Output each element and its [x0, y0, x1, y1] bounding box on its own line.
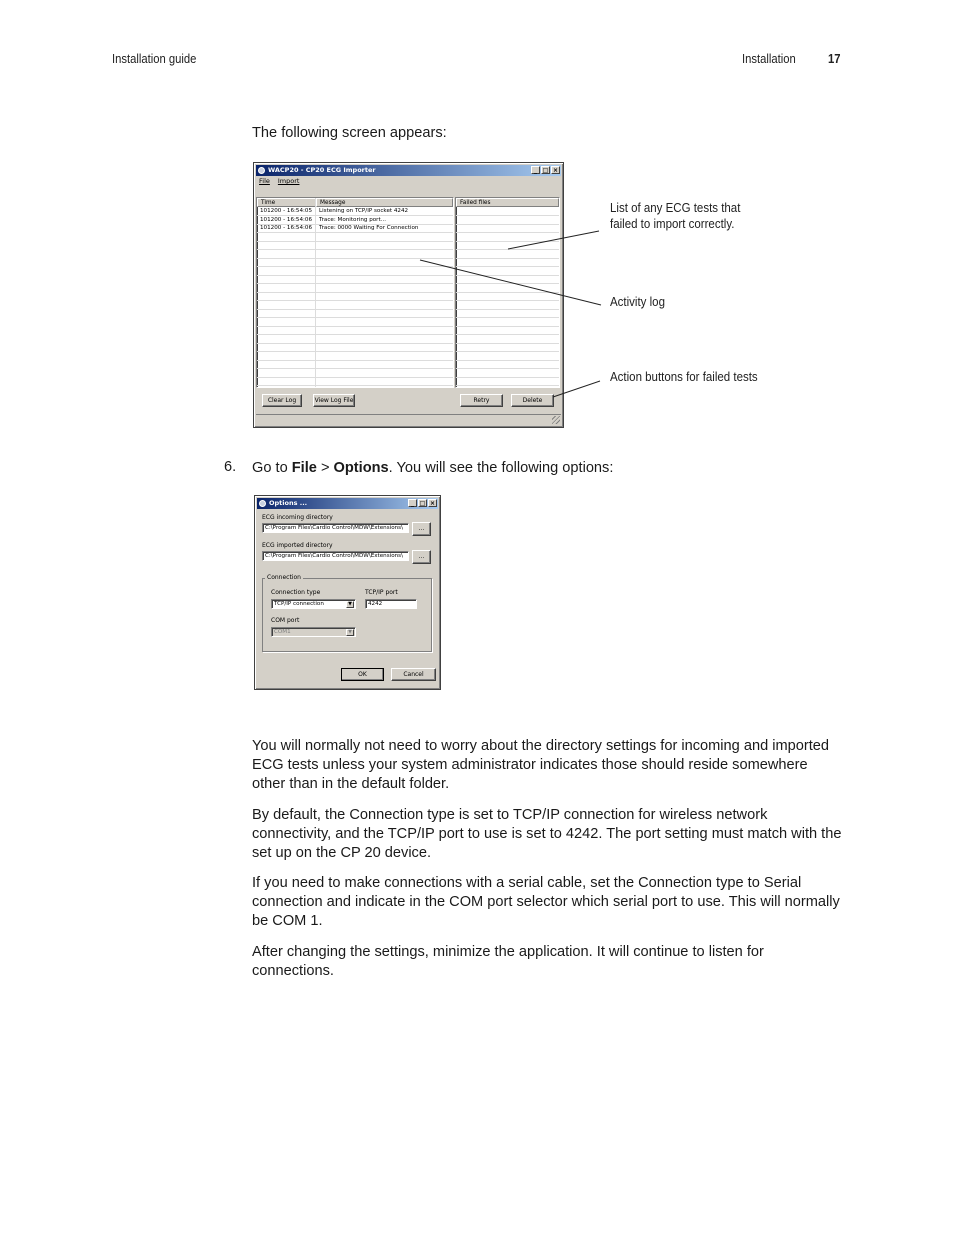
running-header-left: Installation guide — [112, 52, 197, 66]
column-message[interactable]: Message — [316, 198, 453, 207]
maximize-button[interactable]: □ — [542, 167, 549, 174]
log-message: Trace: 0000 Waiting For Connection — [319, 225, 419, 231]
incoming-browse-button[interactable]: ... — [412, 522, 431, 536]
options-dialog — [254, 495, 441, 690]
paragraph-default-connection: By default, the Connection type is set to TCP/IP connection for wireless network connectivity, and the TCP/IP port to use is set to 4242. The port setting must match with the set up on the CP 20 device. — [252, 807, 842, 861]
column-failed-files[interactable]: Failed files — [456, 198, 559, 207]
ok-button[interactable]: OK — [341, 668, 384, 681]
callout-action-buttons: Action buttons for failed tests — [610, 370, 758, 384]
options-maximize-button[interactable]: □ — [419, 500, 426, 507]
cancel-button[interactable]: Cancel — [391, 668, 436, 681]
connection-group-label: Connection — [267, 574, 301, 581]
com-port-label: COM port — [271, 617, 300, 624]
tcpip-port-input[interactable]: 4242 — [365, 599, 417, 609]
leader-action-buttons — [553, 381, 600, 397]
connection-type-label: Connection type — [271, 589, 321, 596]
imported-directory-label: ECG imported directory — [262, 542, 333, 549]
com-port-value: COM1 — [274, 629, 291, 635]
chevron-down-icon[interactable]: ▼ — [346, 601, 354, 608]
callout-activity-log: Activity log — [610, 295, 665, 309]
view-log-file-button[interactable]: View Log File — [313, 394, 355, 407]
step6-file: File — [291, 460, 317, 476]
connection-type-value: TCP/IP connection — [274, 601, 324, 607]
options-minimize-button[interactable]: _ — [408, 499, 417, 507]
paragraph-serial-cable: If you need to make connections with a serial cable, set the Connection type to Serial connection and indicate in the COM port selector which serial port to use. This will normally be COM 1. — [252, 875, 840, 929]
chevron-down-icon[interactable]: ▼ — [346, 629, 354, 636]
callout-failed-line2: failed to import correctly. — [610, 217, 735, 231]
log-message: Trace: Monitoring port... — [319, 216, 386, 223]
leader-failed-list — [508, 231, 599, 249]
tcpip-port-label: TCP/IP port — [365, 589, 398, 596]
delete-button[interactable]: Delete — [511, 394, 554, 407]
callout-failed-list — [610, 200, 740, 232]
running-header-section: Installation — [742, 52, 796, 66]
menu-file[interactable]: File — [259, 177, 270, 185]
com-port-select[interactable] — [271, 627, 356, 637]
close-button[interactable]: × — [552, 167, 559, 174]
step6-suffix: . You will see the following options: — [388, 460, 614, 476]
imported-browse-button[interactable]: ... — [412, 550, 431, 564]
incoming-directory-label: ECG incoming directory — [262, 514, 333, 521]
options-titlebar — [257, 498, 438, 509]
minimize-button[interactable]: _ — [531, 166, 540, 174]
options-app-icon — [259, 500, 266, 507]
incoming-directory-input[interactable]: C:\Program Files\Cardio Control\MDW\Extensions\ — [262, 523, 409, 533]
log-message: Listening on TCP/IP socket 4242 — [319, 208, 409, 214]
step6-options: Options — [333, 460, 389, 476]
step-number: 6. — [224, 459, 237, 475]
log-time: 101200 - 16:54:06 — [260, 216, 313, 223]
menu-import[interactable]: Import — [277, 177, 300, 185]
log-time: 101200 - 16:54:06 — [260, 225, 313, 231]
paragraph-directories: You will normally not need to worry about the directory settings for incoming and imported ECG tests unless your system administrator indicates those should reside somewhere other than in the default folder. — [252, 738, 830, 792]
leader-activity-log — [420, 260, 601, 305]
step6-text — [252, 459, 842, 478]
callout-failed-line1: List of any ECG tests that — [610, 201, 741, 215]
importer-title: WACP20 - CP20 ECG Importer — [268, 166, 376, 174]
imported-directory-input[interactable]: C:\Program Files\Cardio Control\MDW\Extensions\ — [262, 551, 409, 561]
log-time: 101200 - 16:54:05 — [260, 208, 313, 214]
page-number: 17 — [828, 52, 841, 66]
connection-type-select[interactable] — [271, 599, 356, 609]
options-close-button[interactable]: × — [429, 500, 436, 507]
step6-prefix: Go to — [252, 460, 292, 476]
retry-button[interactable]: Retry — [460, 394, 503, 407]
column-time[interactable]: Time — [257, 198, 316, 207]
options-title: Options ... — [269, 499, 308, 507]
intro-text: The following screen appears: — [252, 125, 447, 141]
paragraph-minimize: After changing the settings, minimize the application. It will continue to listen for connections. — [252, 944, 764, 979]
clear-log-button[interactable]: Clear Log — [262, 394, 302, 407]
step6-sep: > — [316, 460, 334, 476]
